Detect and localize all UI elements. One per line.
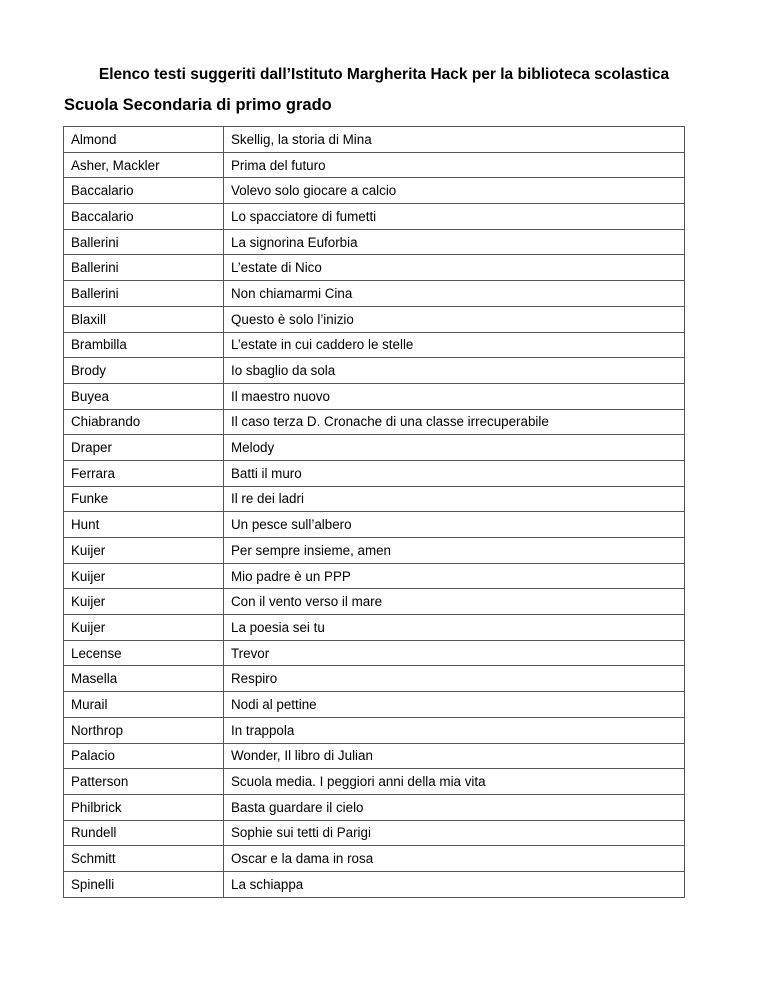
book-title-cell: Mio padre è un PPP [224,563,685,589]
author-cell: Chiabrando [64,409,224,435]
table-row [64,204,685,230]
book-title-cell: L’estate di Nico [224,255,685,281]
author-cell: Ferrara [64,460,224,486]
book-title-cell: La signorina Euforbia [224,229,685,255]
section-title: Scuola Secondaria di primo grado [64,96,332,114]
book-title-cell: La schiappa [224,871,685,897]
book-title-cell: Batti il muro [224,460,685,486]
author-cell: Brody [64,358,224,384]
table-row [64,383,685,409]
book-title-cell: Respiro [224,666,685,692]
author-cell: Kuijer [64,563,224,589]
table-row [64,820,685,846]
table-row [64,743,685,769]
author-cell: Murail [64,692,224,718]
book-title-cell: Trevor [224,640,685,666]
author-cell: Palacio [64,743,224,769]
book-title-cell: L’estate in cui caddero le stelle [224,332,685,358]
book-title-cell: Non chiamarmi Cina [224,281,685,307]
author-cell: Kuijer [64,615,224,641]
table-row [64,409,685,435]
table-row [64,486,685,512]
book-title-cell: Questo è solo l’inizio [224,306,685,332]
document-title: Elenco testi suggeriti dall’Istituto Margherita Hack per la biblioteca scolastica [98,66,670,83]
author-cell: Kuijer [64,538,224,564]
table-row [64,281,685,307]
book-title-cell: Wonder, Il libro di Julian [224,743,685,769]
table-row [64,152,685,178]
author-cell: Schmitt [64,846,224,872]
author-cell: Funke [64,486,224,512]
table-row [64,229,685,255]
author-cell: Buyea [64,383,224,409]
table-row [64,358,685,384]
author-cell: Blaxill [64,306,224,332]
author-cell: Draper [64,435,224,461]
table-row [64,435,685,461]
book-title-cell: Il re dei ladri [224,486,685,512]
books-table [63,126,685,898]
table-row [64,846,685,872]
book-title-cell: Sophie sui tetti di Parigi [224,820,685,846]
book-title-cell: Oscar e la dama in rosa [224,846,685,872]
book-title-cell: Io sbaglio da sola [224,358,685,384]
table-row [64,615,685,641]
table-row [64,871,685,897]
author-cell: Asher, Mackler [64,152,224,178]
table-row [64,794,685,820]
table-row [64,692,685,718]
author-cell: Northrop [64,717,224,743]
author-cell: Almond [64,127,224,153]
book-title-cell: Un pesce sull’albero [224,512,685,538]
book-title-cell: Basta guardare il cielo [224,794,685,820]
author-cell: Ballerini [64,281,224,307]
book-title-cell: In trappola [224,717,685,743]
table-row [64,538,685,564]
author-cell: Masella [64,666,224,692]
book-title-cell: Volevo solo giocare a calcio [224,178,685,204]
table-row [64,178,685,204]
book-title-cell: Melody [224,435,685,461]
table-row [64,589,685,615]
table-row [64,306,685,332]
book-title-cell: Il caso terza D. Cronache di una classe irrecuperabile [224,409,685,435]
author-cell: Rundell [64,820,224,846]
author-cell: Hunt [64,512,224,538]
table-row [64,460,685,486]
book-title-cell: Scuola media. I peggiori anni della mia vita [224,769,685,795]
author-cell: Ballerini [64,229,224,255]
table-row [64,563,685,589]
author-cell: Kuijer [64,589,224,615]
author-cell: Spinelli [64,871,224,897]
book-title-cell: Per sempre insieme, amen [224,538,685,564]
table-row [64,717,685,743]
book-title-cell: Lo spacciatore di fumetti [224,204,685,230]
books-table-body [64,127,685,898]
author-cell: Lecense [64,640,224,666]
author-cell: Ballerini [64,255,224,281]
book-title-cell: Con il vento verso il mare [224,589,685,615]
author-cell: Baccalario [64,178,224,204]
table-row [64,127,685,153]
author-cell: Patterson [64,769,224,795]
author-cell: Philbrick [64,794,224,820]
author-cell: Baccalario [64,204,224,230]
book-title-cell: La poesia sei tu [224,615,685,641]
author-cell: Brambilla [64,332,224,358]
table-row [64,255,685,281]
table-row [64,769,685,795]
table-row [64,666,685,692]
book-title-cell: Nodi al pettine [224,692,685,718]
table-row [64,640,685,666]
table-row [64,332,685,358]
table-row [64,512,685,538]
book-title-cell: Skellig, la storia di Mina [224,127,685,153]
book-title-cell: Prima del futuro [224,152,685,178]
book-title-cell: Il maestro nuovo [224,383,685,409]
